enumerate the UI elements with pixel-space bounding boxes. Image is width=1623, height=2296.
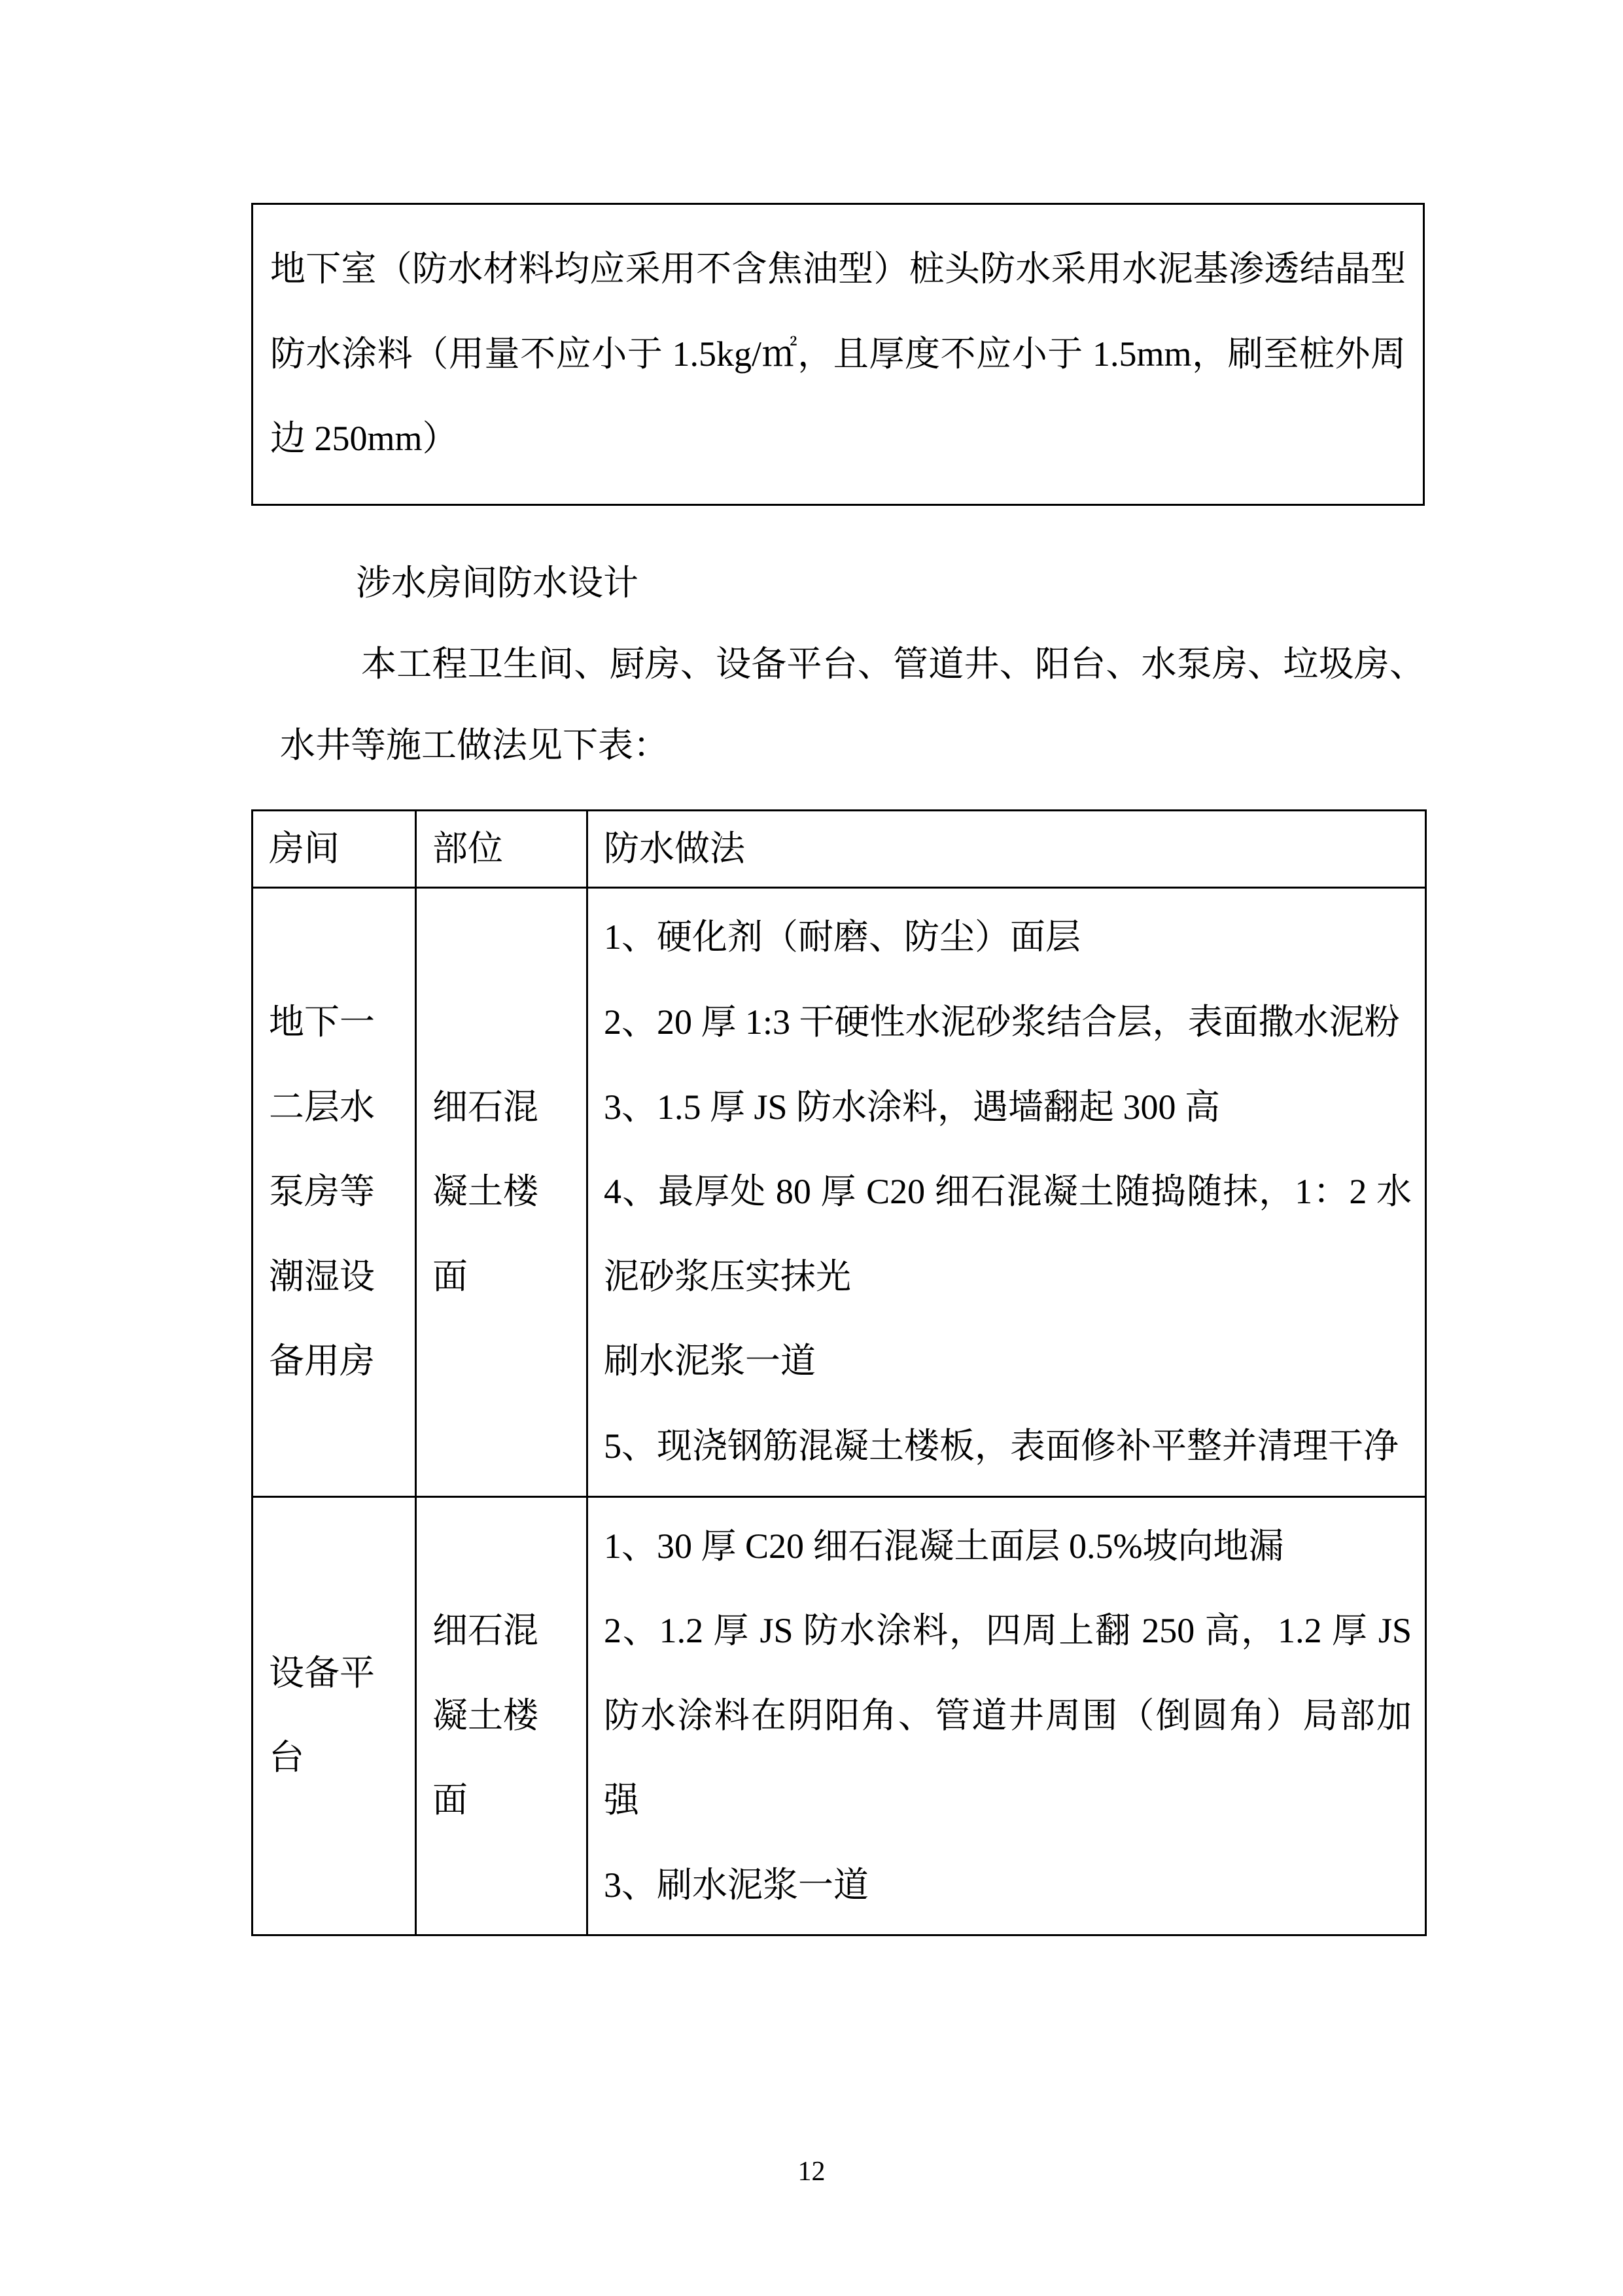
- basement-waterproof-note-text: 地下室（防水材料均应采用不含焦油型）桩头防水采用水泥基渗透结晶型防水涂料（用量不应小于 1.5kg/㎡，且厚度不应小于 1.5mm，刷至桩外周边 250mm）: [270, 249, 1406, 459]
- method-line: 2、20 厚 1:3 干硬性水泥砂浆结合层，表面撒水泥粉: [604, 1002, 1400, 1042]
- column-header-method: 防水做法: [587, 811, 1426, 888]
- column-header-room: 房间: [253, 811, 416, 888]
- part-cell: 细石混凝土楼面: [416, 1496, 587, 1935]
- document-content: [251, 203, 1425, 1936]
- method-cell: [587, 1496, 1426, 1935]
- method-line: 4、最厚处 80 厚 C20 细石混凝土随捣随抹，1：2 水泥砂浆压实抹光: [604, 1172, 1412, 1296]
- section-title: 涉水房间防水设计: [356, 563, 638, 603]
- waterproofing-methods-table: [251, 809, 1427, 1936]
- intro-paragraph: 本工程卫生间、厨房、设备平台、管道井、阳台、水泵房、垃圾房、水井等施工做法见下表：: [280, 644, 1425, 766]
- method-line: 1、硬化剂（耐磨、防尘）面层: [604, 917, 1081, 957]
- table-header-row: [253, 811, 1426, 888]
- room-cell: 地下一二层水泵房等潮湿设备用房: [253, 888, 416, 1496]
- table-row: [253, 888, 1426, 1496]
- table-row: [253, 1496, 1426, 1935]
- method-line: 2、1.2 厚 JS 防水涂料，四周上翻 250 高，1.2 厚 JS 防水涂料在阴阳角、管道井周围（倒圆角）局部加强: [604, 1611, 1412, 1820]
- part-cell: 细石混凝土楼面: [416, 888, 587, 1496]
- method-line: 3、刷水泥浆一道: [604, 1865, 869, 1905]
- method-cell: [587, 888, 1426, 1496]
- basement-waterproof-note-box: [251, 203, 1425, 506]
- method-line: 3、1.5 厚 JS 防水涂料，遇墙翻起 300 高: [604, 1087, 1221, 1127]
- method-line: 1、30 厚 C20 细石混凝土面层 0.5%坡向地漏: [604, 1526, 1284, 1566]
- method-line: 5、现浇钢筋混凝土楼板，表面修补平整并清理干净: [604, 1426, 1399, 1466]
- column-header-part: 部位: [416, 811, 587, 888]
- room-cell: 设备平台: [253, 1496, 416, 1935]
- method-line: 刷水泥浆一道: [604, 1341, 816, 1381]
- page-number: 12: [797, 2157, 826, 2187]
